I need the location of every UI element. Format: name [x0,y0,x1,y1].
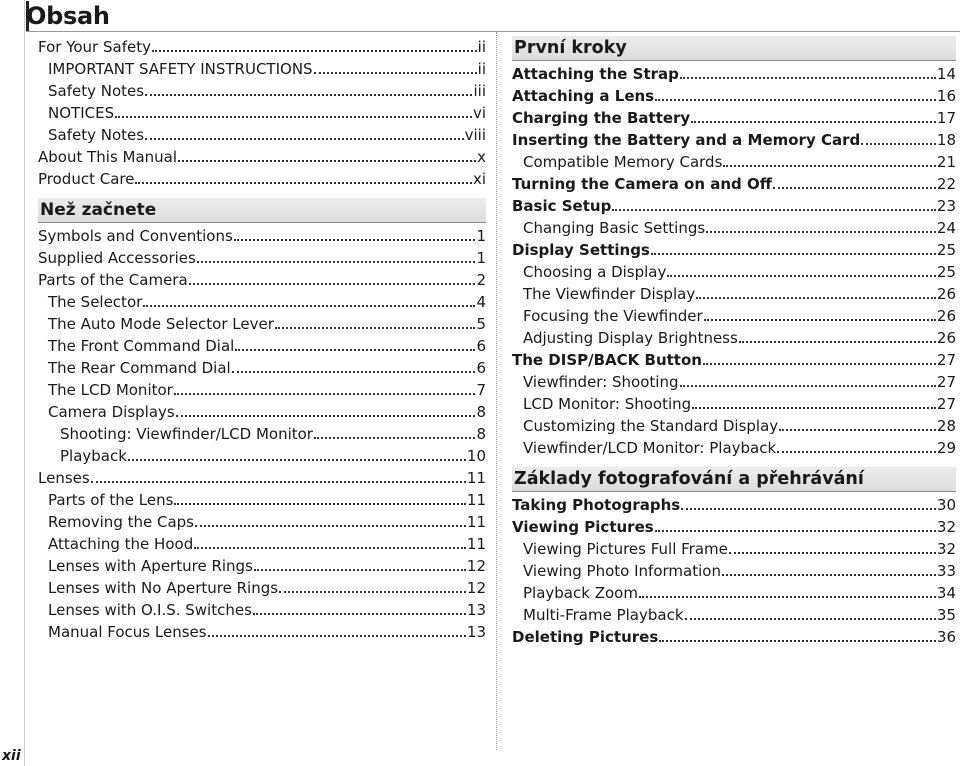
toc-entry-page: 32 [936,518,956,536]
toc-entry-title: Focusing the Viewfinder [523,307,703,325]
dot-leader [655,530,936,532]
dot-leader [861,143,936,145]
page-number: xii [2,748,21,764]
dot-leader [314,437,475,439]
dot-leader [234,239,476,241]
dot-leader [777,451,936,453]
toc-entry-page: 21 [936,153,956,171]
dot-leader [703,363,936,365]
toc-entry[interactable] [38,247,486,269]
toc-entry-title: For Your Safety [38,38,151,56]
toc-entry-page: 17 [936,109,956,127]
toc-entry[interactable] [512,239,956,261]
toc-entry-page: 11 [466,535,486,553]
toc-entry-title: The LCD Monitor [48,381,173,399]
toc-entry-title: Multi-Frame Playback [523,606,684,624]
toc-entry[interactable] [38,124,486,146]
toc-entry[interactable] [512,560,956,582]
toc-entry-page: 29 [936,439,956,457]
toc-entry-page: ii [477,60,486,78]
dot-leader [176,415,476,417]
toc-entry[interactable] [512,217,956,239]
toc-entry[interactable] [512,437,956,459]
toc-entry-page: 35 [936,606,956,624]
toc-entry-title: The DISP/BACK Button [512,351,702,369]
dot-leader [235,349,475,351]
section-heading: Než začnete [38,198,486,223]
toc-entry-page: 27 [936,373,956,391]
dot-leader [143,305,475,307]
dot-leader [194,547,466,549]
toc-entry-page: 26 [936,307,956,325]
toc-entry-title: Viewing Pictures [512,518,654,536]
dot-leader [723,165,936,167]
toc-entry[interactable] [38,36,486,58]
dot-leader [680,77,936,79]
toc-entry-title: Supplied Accessories [38,249,196,267]
toc-entry-page: 30 [936,496,956,514]
dot-leader [279,591,466,593]
toc-entry-title: Lenses with O.I.S. Switches [48,601,252,619]
dot-leader [659,640,936,642]
toc-entry-page: 25 [936,263,956,281]
toc-entry[interactable] [38,291,486,313]
toc-entry-page: viii [464,126,486,144]
dot-leader [152,50,477,52]
toc-entry[interactable] [512,63,956,85]
toc-entry-page: 33 [936,562,956,580]
dot-leader [692,407,936,409]
toc-entry-page: 6 [476,359,486,377]
toc-entry[interactable] [38,379,486,401]
toc-entry-title: Attaching the Hood [48,535,194,553]
toc-entry-page: 26 [936,329,956,347]
toc-entry[interactable] [512,151,956,173]
toc-entry-page: 8 [476,403,486,421]
toc-entry[interactable] [512,494,956,516]
toc-entry[interactable] [512,261,956,283]
toc-entry-title: Safety Notes [48,82,145,100]
toc-entry[interactable] [38,445,486,467]
section-heading: První kroky [512,36,956,61]
toc-entry-title: Choosing a Display [523,263,667,281]
toc-entry[interactable] [512,415,956,437]
toc-entry[interactable] [512,582,956,604]
toc-entry[interactable] [38,511,486,533]
toc-entry[interactable] [512,516,956,538]
toc-entry[interactable] [512,283,956,305]
toc-entry-page: 12 [466,557,486,575]
toc-entry-page: 11 [466,469,486,487]
toc-entry-page: 10 [466,447,486,465]
toc-entry[interactable] [512,195,956,217]
toc-entry[interactable] [38,357,486,379]
dot-leader [254,569,466,571]
toc-entry-title: Attaching the Strap [512,65,679,83]
toc-entry-title: The Viewfinder Display [523,285,696,303]
toc-left-column [38,36,486,643]
toc-entry[interactable] [38,555,486,577]
toc-entry[interactable] [512,327,956,349]
toc-entry-page: 7 [476,381,486,399]
toc-entry-title: Playback [60,447,127,465]
dot-leader [115,116,472,118]
toc-entry-page: 28 [936,417,956,435]
dot-leader [739,341,936,343]
dot-leader [681,508,936,510]
toc-entry-page: 11 [466,491,486,509]
toc-entry-title: Lenses with No Aperture Rings [48,579,279,597]
dot-leader [135,182,472,184]
title-underline [26,31,960,32]
toc-entry[interactable] [38,423,486,445]
toc-entry[interactable] [38,335,486,357]
toc-entry[interactable] [512,393,956,415]
dot-leader [696,297,936,299]
toc-entry[interactable] [38,269,486,291]
toc-entry-page: 5 [476,315,486,333]
toc-entry-title: Viewing Pictures Full Frame [523,540,728,558]
dot-leader [275,327,476,329]
toc-entry[interactable] [38,621,486,643]
toc-entry-page: 27 [936,395,956,413]
toc-entry-title: Product Care [38,170,135,188]
toc-entry-title: Changing Basic Settings [523,219,706,237]
toc-entry-title: Viewfinder/LCD Monitor: Playback [523,439,777,457]
toc-entry-title: Lenses [38,469,90,487]
toc-entry-page: 22 [936,175,956,193]
dot-leader [314,72,477,74]
dot-leader [667,275,936,277]
toc-entry-title: Charging the Battery [512,109,691,127]
toc-entry-page: 36 [936,628,956,646]
toc-entry-title: Viewfinder: Shooting [523,373,679,391]
dot-leader [779,429,936,431]
dot-leader [680,385,936,387]
toc-entry[interactable] [512,538,956,560]
toc-entry-page: 1 [476,249,486,267]
dot-leader [174,393,476,395]
toc-entry-page: 34 [936,584,956,602]
toc-entry-title: IMPORTANT SAFETY INSTRUCTIONS [48,60,313,78]
dot-leader [706,231,936,233]
toc-entry-page: xi [472,170,486,188]
toc-entry[interactable] [512,173,956,195]
dot-leader [232,371,476,373]
toc-entry[interactable] [38,58,486,80]
dot-leader [729,552,936,554]
toc-entry-page: iii [473,82,486,100]
toc-entry-page: vi [472,104,486,122]
toc-entry-page: 11 [466,513,486,531]
toc-entry[interactable] [38,401,486,423]
toc-entry-page: 2 [476,271,486,289]
toc-entry-title: The Auto Mode Selector Lever [48,315,274,333]
toc-entry-title: Safety Notes [48,126,145,144]
toc-entry-page: 16 [936,87,956,105]
toc-entry-title: Playback Zoom [523,584,638,602]
toc-entry[interactable] [38,599,486,621]
toc-entry-title: Viewing Photo Information [523,562,721,580]
toc-entry[interactable] [512,604,956,626]
toc-entry-title: The Rear Command Dial [48,359,231,377]
toc-entry-title: Shooting: Viewfinder/LCD Monitor [60,425,313,443]
toc-entry-page: x [477,148,486,166]
toc-entry-title: The Selector [48,293,143,311]
dot-leader [145,138,464,140]
toc-entry[interactable] [38,489,486,511]
toc-entry-page: 32 [936,540,956,558]
toc-entry-title: Deleting Pictures [512,628,659,646]
column-divider [496,32,497,750]
toc-entry[interactable] [512,85,956,107]
toc-entry-page: 13 [466,601,486,619]
toc-entry-page: 23 [936,197,956,215]
toc-entry-title: Inserting the Battery and a Memory Card [512,131,861,149]
toc-entry-title: Basic Setup [512,197,612,215]
toc-entry-title: Lenses with Aperture Rings [48,557,253,575]
toc-entry[interactable] [512,129,956,151]
toc-entry[interactable] [512,349,956,371]
toc-entry-page: 26 [936,285,956,303]
toc-entry-page: 13 [466,623,486,641]
dot-leader [722,574,936,576]
dot-leader [685,618,936,620]
toc-entry[interactable] [38,225,486,247]
toc-entry[interactable] [512,305,956,327]
dot-leader [704,319,936,321]
dot-leader [651,253,936,255]
dot-leader [197,261,476,263]
toc-entry-title: LCD Monitor: Shooting [523,395,692,413]
dot-leader [253,613,466,615]
toc-entry-title: Camera Displays [48,403,175,421]
toc-right-column [512,36,956,648]
toc-entry[interactable] [512,371,956,393]
margin-rule [24,0,25,766]
toc-entry[interactable] [38,533,486,555]
toc-entry-title: Adjusting Display Brightness [523,329,738,347]
toc-entry-page: 8 [476,425,486,443]
toc-entry-title: Removing the Caps [48,513,194,531]
toc-entry[interactable] [38,467,486,489]
toc-entry[interactable] [38,102,486,124]
toc-entry[interactable] [38,577,486,599]
toc-entry-title: Taking Photographs [512,496,681,514]
dot-leader [174,503,465,505]
dot-leader [128,459,466,461]
toc-entry-title: About This Manual [38,148,178,166]
dot-leader [639,596,936,598]
toc-entry-title: Customizing the Standard Display [523,417,779,435]
dot-leader [655,99,936,101]
toc-entry-page: 25 [936,241,956,259]
toc-entry-title: Attaching a Lens [512,87,655,105]
dot-leader [773,187,936,189]
toc-entry-title: Manual Focus Lenses [48,623,207,641]
dot-leader [208,635,466,637]
dot-leader [178,160,476,162]
page-title: Obsah [26,2,110,30]
dot-leader [91,481,466,483]
toc-entry-page: ii [477,38,486,56]
toc-entry[interactable] [512,107,956,129]
dot-leader [612,209,936,211]
toc-entry[interactable] [512,626,956,648]
toc-entry-title: Turning the Camera on and Off [512,175,772,193]
toc-entry[interactable] [38,146,486,168]
toc-entry-page: 14 [936,65,956,83]
dot-leader [145,94,472,96]
toc-entry-page: 27 [936,351,956,369]
toc-entry-title: Compatible Memory Cards [523,153,723,171]
toc-entry[interactable] [38,313,486,335]
toc-entry-title: NOTICES [48,104,115,122]
toc-entry[interactable] [38,80,486,102]
dot-leader [189,283,476,285]
dot-leader [195,525,466,527]
toc-entry[interactable] [38,168,486,190]
toc-entry-page: 18 [936,131,956,149]
toc-entry-title: Symbols and Conventions [38,227,233,245]
toc-entry-title: Parts of the Camera [38,271,188,289]
toc-entry-title: Display Settings [512,241,650,259]
section-heading: Základy fotografování a přehrávání [512,467,956,492]
toc-entry-page: 4 [476,293,486,311]
toc-entry-page: 6 [476,337,486,355]
toc-entry-title: The Front Command Dial [48,337,235,355]
dot-leader [691,121,936,123]
toc-entry-title: Parts of the Lens [48,491,174,509]
toc-entry-page: 12 [466,579,486,597]
toc-entry-page: 1 [476,227,486,245]
toc-entry-page: 24 [936,219,956,237]
